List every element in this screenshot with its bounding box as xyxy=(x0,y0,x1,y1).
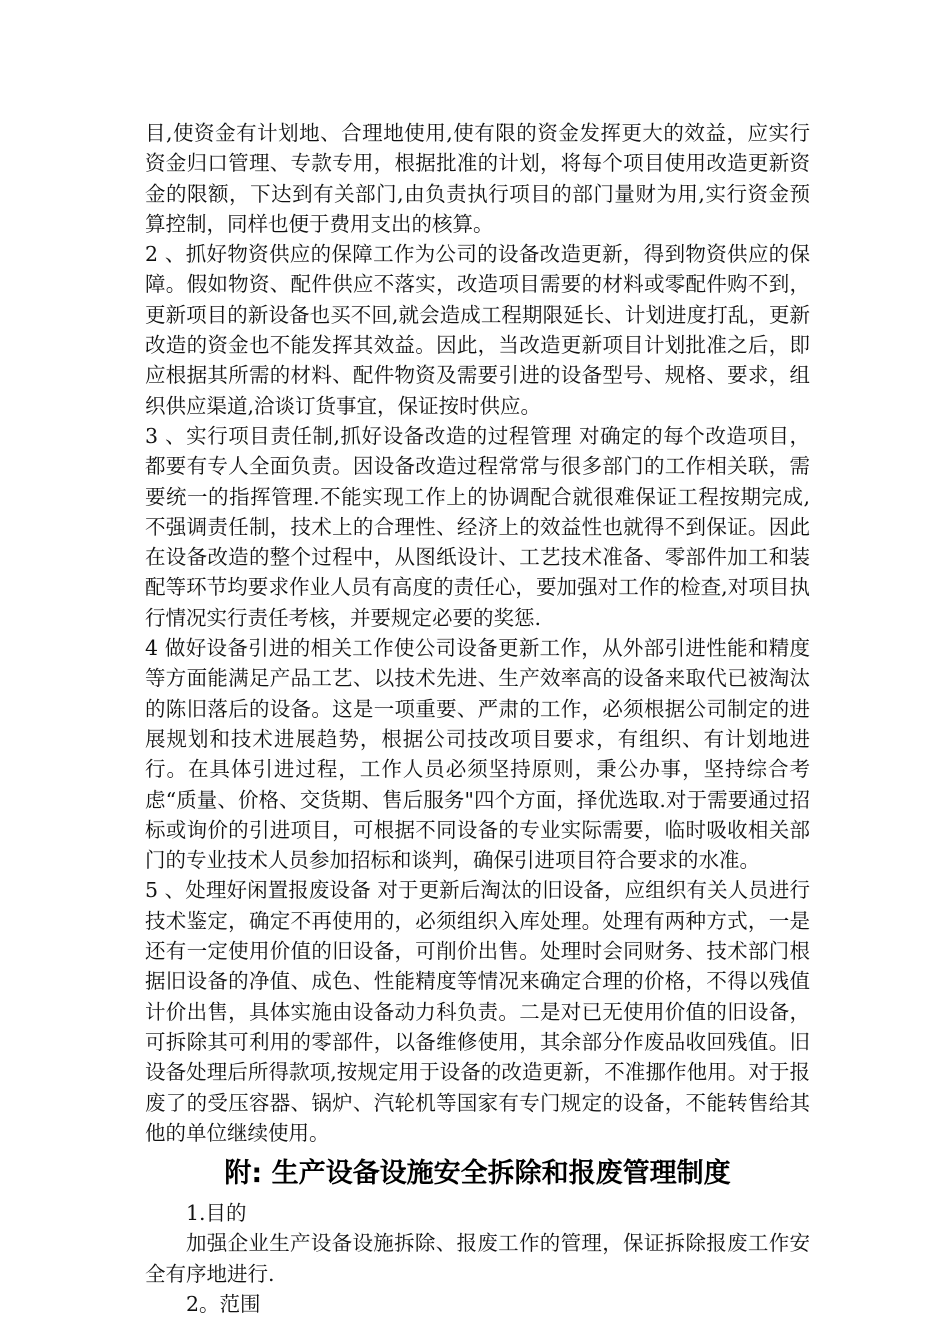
appendix-title: 附: 生产设备设施安全拆除和报废管理制度 xyxy=(224,1158,731,1190)
paragraph-fund-management: 目,使资金有计划地、合理地使用,使有限的资金发挥更大的效益，应实行资金归口管理、专款专用，根据批准的计划，将每个项目使用改造更新资金的限额，下达到有关部门,由负责执行项目的部门量财为用,实行资金预算控制，同样也便于费用支出的核算。 xyxy=(145,121,810,236)
paragraph-project-responsibility: 3 、实行项目责任制,抓好设备改造的过程管理 对确定的每个改造项目，都要有专人全面负责。因设备改造过程常常与很多部门的工作相关联，需要统一的指挥管理.不能实现工作上的协调配合就很难保证工程按期完成,不强调责任制，技术上的合理性、经济上的效益性也就得不到保证。因此在设备改造的整个过程中，从图纸设计、工艺技术准备、零部件加工和装配等环节均要求作业人员有高度的责任心，要加强对工作的检查,对项目执行情况实行责任考核，并要规定必要的奖惩. xyxy=(145,423,810,630)
section-body-purpose: 加强企业生产设备设施拆除、报废工作的管理，保证拆除报废工作安全有序地进行. xyxy=(145,1231,810,1286)
document-page xyxy=(145,118,810,1319)
paragraph-idle-scrap-equipment: 5 、处理好闲置报废设备 对于更新后淘汰的旧设备，应组织有关人员进行技术鉴定，确定不再使用的，必须组织入库处理。处理有两种方式，一是还有一定使用价值的旧设备，可削价出售。处理时会同财务、技术部门根据旧设备的净值、成色、性能精度等情况来确定合理的价格，不得以残值计价出售，具体实施由设备动力科负责。二是对已无使用价值的旧设备，可拆除其可利用的零部件，以备维修使用，其余部分作废品收回残值。旧设备处理后所得款项,按规定用于设备的改造更新，不准挪作他用。对于报废了的受压容器、锅炉、汽轮机等国家有专门规定的设备，不能转售给其他的单位继续使用。 xyxy=(145,878,810,1145)
paragraph-material-supply: 2 、抓好物资供应的保障工作为公司的设备改造更新，得到物资供应的保障。假如物资、配件供应不落实，改造项目需要的材料或零配件购不到，更新项目的新设备也买不回,就会造成工程期限延长、计划进度打乱，更新改造的资金也不能发挥其效益。因此，当改造更新项目计划批准之后，即应根据其所需的材料、配件物资及需要引进的设备型号、规格、要求，组织供应渠道,洽谈订货事宜，保证按时供应。 xyxy=(145,242,810,418)
section-heading-scope: 2。范围 xyxy=(186,1291,261,1316)
section-heading-purpose: 1.目的 xyxy=(186,1201,247,1226)
paragraph-equipment-import: 4 做好设备引进的相关工作使公司设备更新工作，从外部引进性能和精度等方面能满足产品工艺、以技术先进、生产效率高的设备来取代已被淘汰的陈旧落后的设备。这是一项重要、严肃的工作，必须根据公司制定的进展规划和技术进展趋势，根据公司技改项目要求，有组织、有计划地进行。在具体引进过程，工作人员必须坚持原则，秉公办事，坚持综合考虑“质量、价格、交货期、售后服务"四个方面，择优选取.对于需要通过招标或询价的引进项目，可根据不同设备的专业实际需要，临时吸收相关部门的专业技术人员参加招标和谈判，确保引进项目符合要求的水准。 xyxy=(145,636,810,873)
